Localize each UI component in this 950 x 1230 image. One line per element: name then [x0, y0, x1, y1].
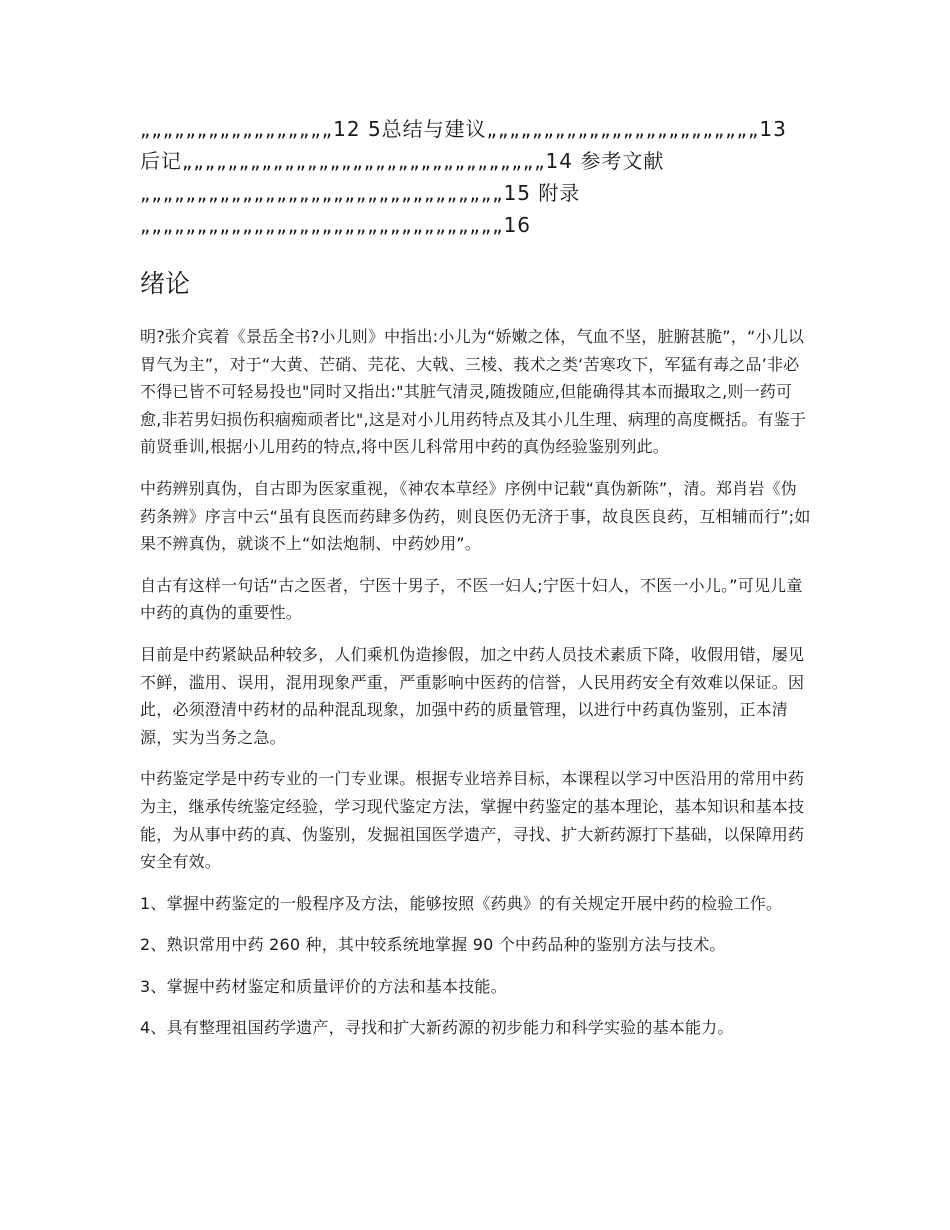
paragraph-course: 中药鉴定学是中药专业的一门专业课。根据专业培养目标，本课程以学习中医沿用的常用中药为主，继承传统鉴定经验，学习现代鉴定方法，掌握中药鉴定的基本理论，基本知识和基本技能，为从事中药的真、伪鉴别，发掘祖国医学遗产，寻找、扩大新药源打下基础，以保障用药安全有效。 [140, 769, 805, 872]
document-page [140, 0, 812, 1056]
paragraph-saying: 自古有这样一句话“古之医者，宁医十男子，不医一妇人;宁医十妇人，不医一小儿。”可见儿童中药的真伪的重要性。 [140, 575, 803, 623]
list-item-3: 3、掌握中药材鉴定和质量评价的方法和基本技能。 [140, 976, 507, 996]
section-heading: 绪论 [140, 269, 191, 298]
list-item-4: 4、具有整理祖国药学遗产，寻找和扩大新药源的初步能力和科学实验的基本能力。 [140, 1018, 734, 1038]
paragraph-intro: 明?张介宾着《景岳全书?小儿则》中指出:小儿为“娇嫩之体，气血不坚，脏腑甚脆”，“小儿以胃气为主”，对于“大黄、芒硝、芫花、大戟、三棱、莪术之类‘苦寒攻下，军猛有毒之品’非必不得已皆不可轻易投也"同时又指出:"其脏气清灵,随拨随应,但能确得其本而撮取之,则一药可愈,非若男妇损伤积痼痴顽者比",这是对小儿用药特点及其小儿生理、病理的高度概括。有鉴于前贤垂训,根据小儿用药的特点,将中医儿科常用中药的真伪经验鉴别列此。 [140, 327, 807, 457]
table-of-contents: „„„„„„„„„„„„„„„„„12 5总结与建议„„„„„„„„„„„„„„„„„„„„„„„„13 后记„„„„„„„„„„„„„„„„„„„„„„„„„„„„„„„„14 参考文献„„„„„„„„„„„„„„„„„„„„„„„„„„„„„„„„15 附录„„„„„„„„„„„„„„„„„„„„„„„„„„„„„„„„16 [140, 117, 787, 237]
list-item-2: 2、熟识常用中药 260 种，其中较系统地掌握 90 个中药品种的鉴别方法与技术。 [140, 935, 726, 955]
list-item-1: 1、掌握中药鉴定的一般程序及方法，能够按照《药典》的有关规定开展中药的检验工作。 [140, 893, 783, 913]
paragraph-current-situation: 目前是中药紧缺品种较多，人们乘机伪造掺假，加之中药人员技术素质下降，收假用错，屡见不鲜，滥用、误用，混用现象严重，严重影响中医药的信誉，人民用药安全有效难以保证。因此，必须澄清中药材的品种混乱现象，加强中药的质量管理，以进行中药真伪鉴别，正本清源，实为当务之急。 [140, 644, 805, 747]
paragraph-history: 中药辨别真伪，自古即为医家重视，《神农本草经》序例中记载“真伪新陈”，清。郑肖岩《伪药条辨》序言中云“虽有良医而药肆多伪药，则良医仍无济于事，故良医良药，互相辅而行”;如果不辨真伪，就谈不上“如法炮制、中药妙用”。 [140, 478, 811, 554]
